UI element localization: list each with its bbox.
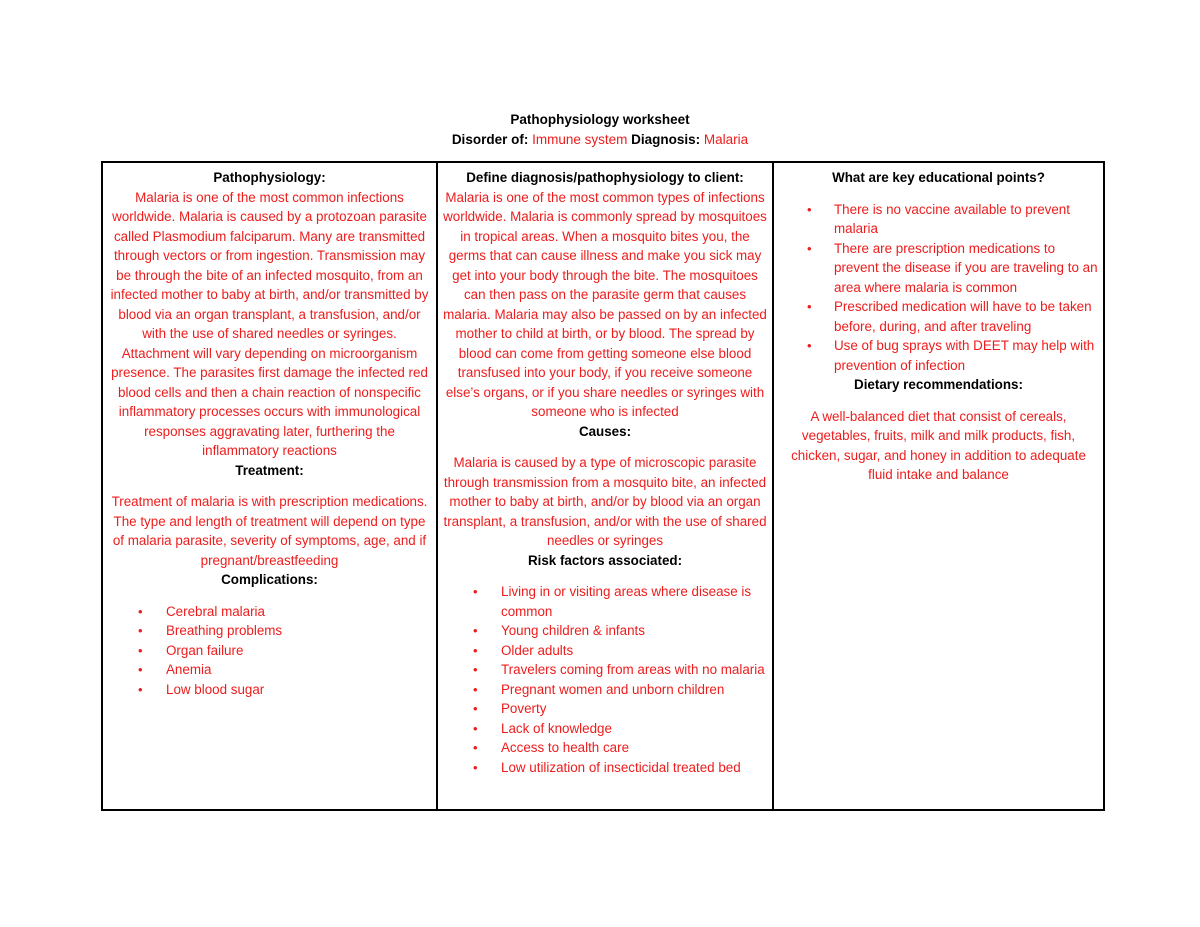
list-item: • Poverty: [443, 699, 767, 719]
worksheet-subtitle: [0, 132, 1200, 147]
list-item: • Anemia: [108, 660, 431, 680]
causes-text: Malaria is caused by a type of microscopic parasite through transmission from a mosquito bite, an infected mother to baby at birth, and/or by blood via an organ transplant, a transfusion, and/or with the use of shared needles or syringes: [443, 455, 767, 548]
education-column: [774, 163, 1103, 809]
bullet-icon: •: [473, 584, 478, 599]
pathophysiology-text: Malaria is one of the most common infections worldwide. Malaria is caused by a protozoan parasite called Plasmodium falciparum. Many are transmitted through vectors or from ingestion. Transmission may be through the bite of an infected mosquito, from an infected mother to baby at birth, and/or transmitted by blood via an organ transplant, a transfusion, and/or with the use of shared needles or syringes. Attachment will vary depending on microorganism presence. The parasites first damage the infected red blood cells and then a chain reaction of nonspecific inflammatory processes occurs with immunological responses aggravating later, furthering the inflammatory reactions: [110, 189, 429, 458]
disorder-label: Disorder of:: [451, 132, 529, 147]
bullet-icon: •: [807, 240, 812, 256]
define-diagnosis-heading: Define diagnosis/pathophysiology to client:: [466, 170, 744, 185]
pathophysiology-column: [103, 163, 438, 809]
bullet-icon: •: [138, 603, 143, 619]
list-item: • Breathing problems: [108, 621, 431, 641]
bullet-icon: •: [473, 681, 478, 697]
list-item: • Cerebral malaria: [108, 602, 431, 622]
list-item: • Low blood sugar: [108, 680, 431, 700]
diagnosis-label: Diagnosis:: [631, 132, 701, 147]
worksheet-title: Pathophysiology worksheet: [510, 112, 690, 127]
list-item: • Living in or visiting areas where disease is common: [473, 584, 752, 619]
list-item: • Travelers coming from areas with no malaria: [443, 660, 767, 680]
causes-heading: Causes:: [578, 423, 632, 439]
bullet-icon: •: [138, 642, 143, 658]
bullet-icon: •: [473, 662, 478, 677]
worksheet-table: [101, 161, 1105, 811]
bullet-icon: •: [807, 201, 812, 217]
list-item: • Young children & infants: [443, 621, 767, 641]
list-item: • Lack of knowledge: [443, 719, 767, 739]
treatment-text: Treatment of malaria is with prescription medications. The type and length of treatment will depend on type of malaria parasite, severity of symptoms, age, and if pregnant/breastfeeding: [111, 494, 428, 568]
client-definition-column: [438, 163, 774, 809]
risk-factors-list: [443, 582, 767, 777]
bullet-icon: •: [138, 681, 143, 697]
bullet-icon: •: [473, 642, 478, 658]
bullet-icon: •: [138, 623, 143, 638]
educational-points-heading: What are key educational points?: [832, 170, 1045, 185]
list-item: • Prescribed medication will have to be taken before, during, and after traveling: [807, 299, 1092, 334]
bullet-icon: •: [473, 720, 478, 736]
dietary-heading: Dietary recommendations:: [854, 377, 1023, 392]
pathophysiology-heading: Pathophysiology:: [213, 170, 326, 185]
educational-points-list: [779, 200, 1098, 376]
risk-factors-heading: Risk factors associated:: [527, 552, 683, 568]
complications-heading: Complications:: [221, 572, 318, 587]
list-item: • Low utilization of insecticidal treated bed: [443, 758, 767, 778]
bullet-icon: •: [473, 701, 478, 716]
define-diagnosis-text: Malaria is one of the most common types of infections worldwide. Malaria is commonly spread by mosquitoes in tropical areas. When a mosquito bites you, the germs that can cause illness and make you sick may get into your body through the bite. The mosquitoes can then pass on the parasite germ that causes malaria. Malaria may also be passed on by an infected mother to child at birth, or by blood. The spread by blood can come from getting someone else blood transfused into your body, if you receive someone else’s organs, or if you share needles or syringes with someone who is infected: [443, 189, 767, 419]
dietary-text: A well-balanced diet that consist of cereals, vegetables, fruits, milk and milk products, fish, chicken, sugar, and honey in addition to adequate fluid intake and balance: [791, 408, 1086, 482]
bullet-icon: •: [807, 299, 812, 314]
list-item: • Use of bug sprays with DEET may help with prevention of infection: [807, 338, 1095, 373]
bullet-icon: •: [138, 662, 143, 677]
diagnosis-value: Malaria: [703, 132, 749, 147]
list-item: • Pregnant women and unborn children: [443, 680, 767, 700]
disorder-value: Immune system: [532, 132, 628, 147]
complications-list: [108, 602, 431, 700]
bullet-icon: •: [473, 740, 478, 755]
list-item: • Access to health care: [443, 738, 767, 758]
bullet-icon: •: [473, 759, 478, 775]
bullet-icon: •: [807, 338, 812, 353]
treatment-heading: Treatment:: [235, 462, 304, 478]
list-item: • Organ failure: [108, 641, 431, 661]
list-item: • There is no vaccine available to prevent malaria: [807, 201, 1070, 236]
bullet-icon: •: [473, 623, 478, 638]
list-item: • Older adults: [443, 641, 767, 661]
list-item: • There are prescription medications to prevent the disease if you are traveling to an area where malaria is common: [807, 240, 1098, 295]
